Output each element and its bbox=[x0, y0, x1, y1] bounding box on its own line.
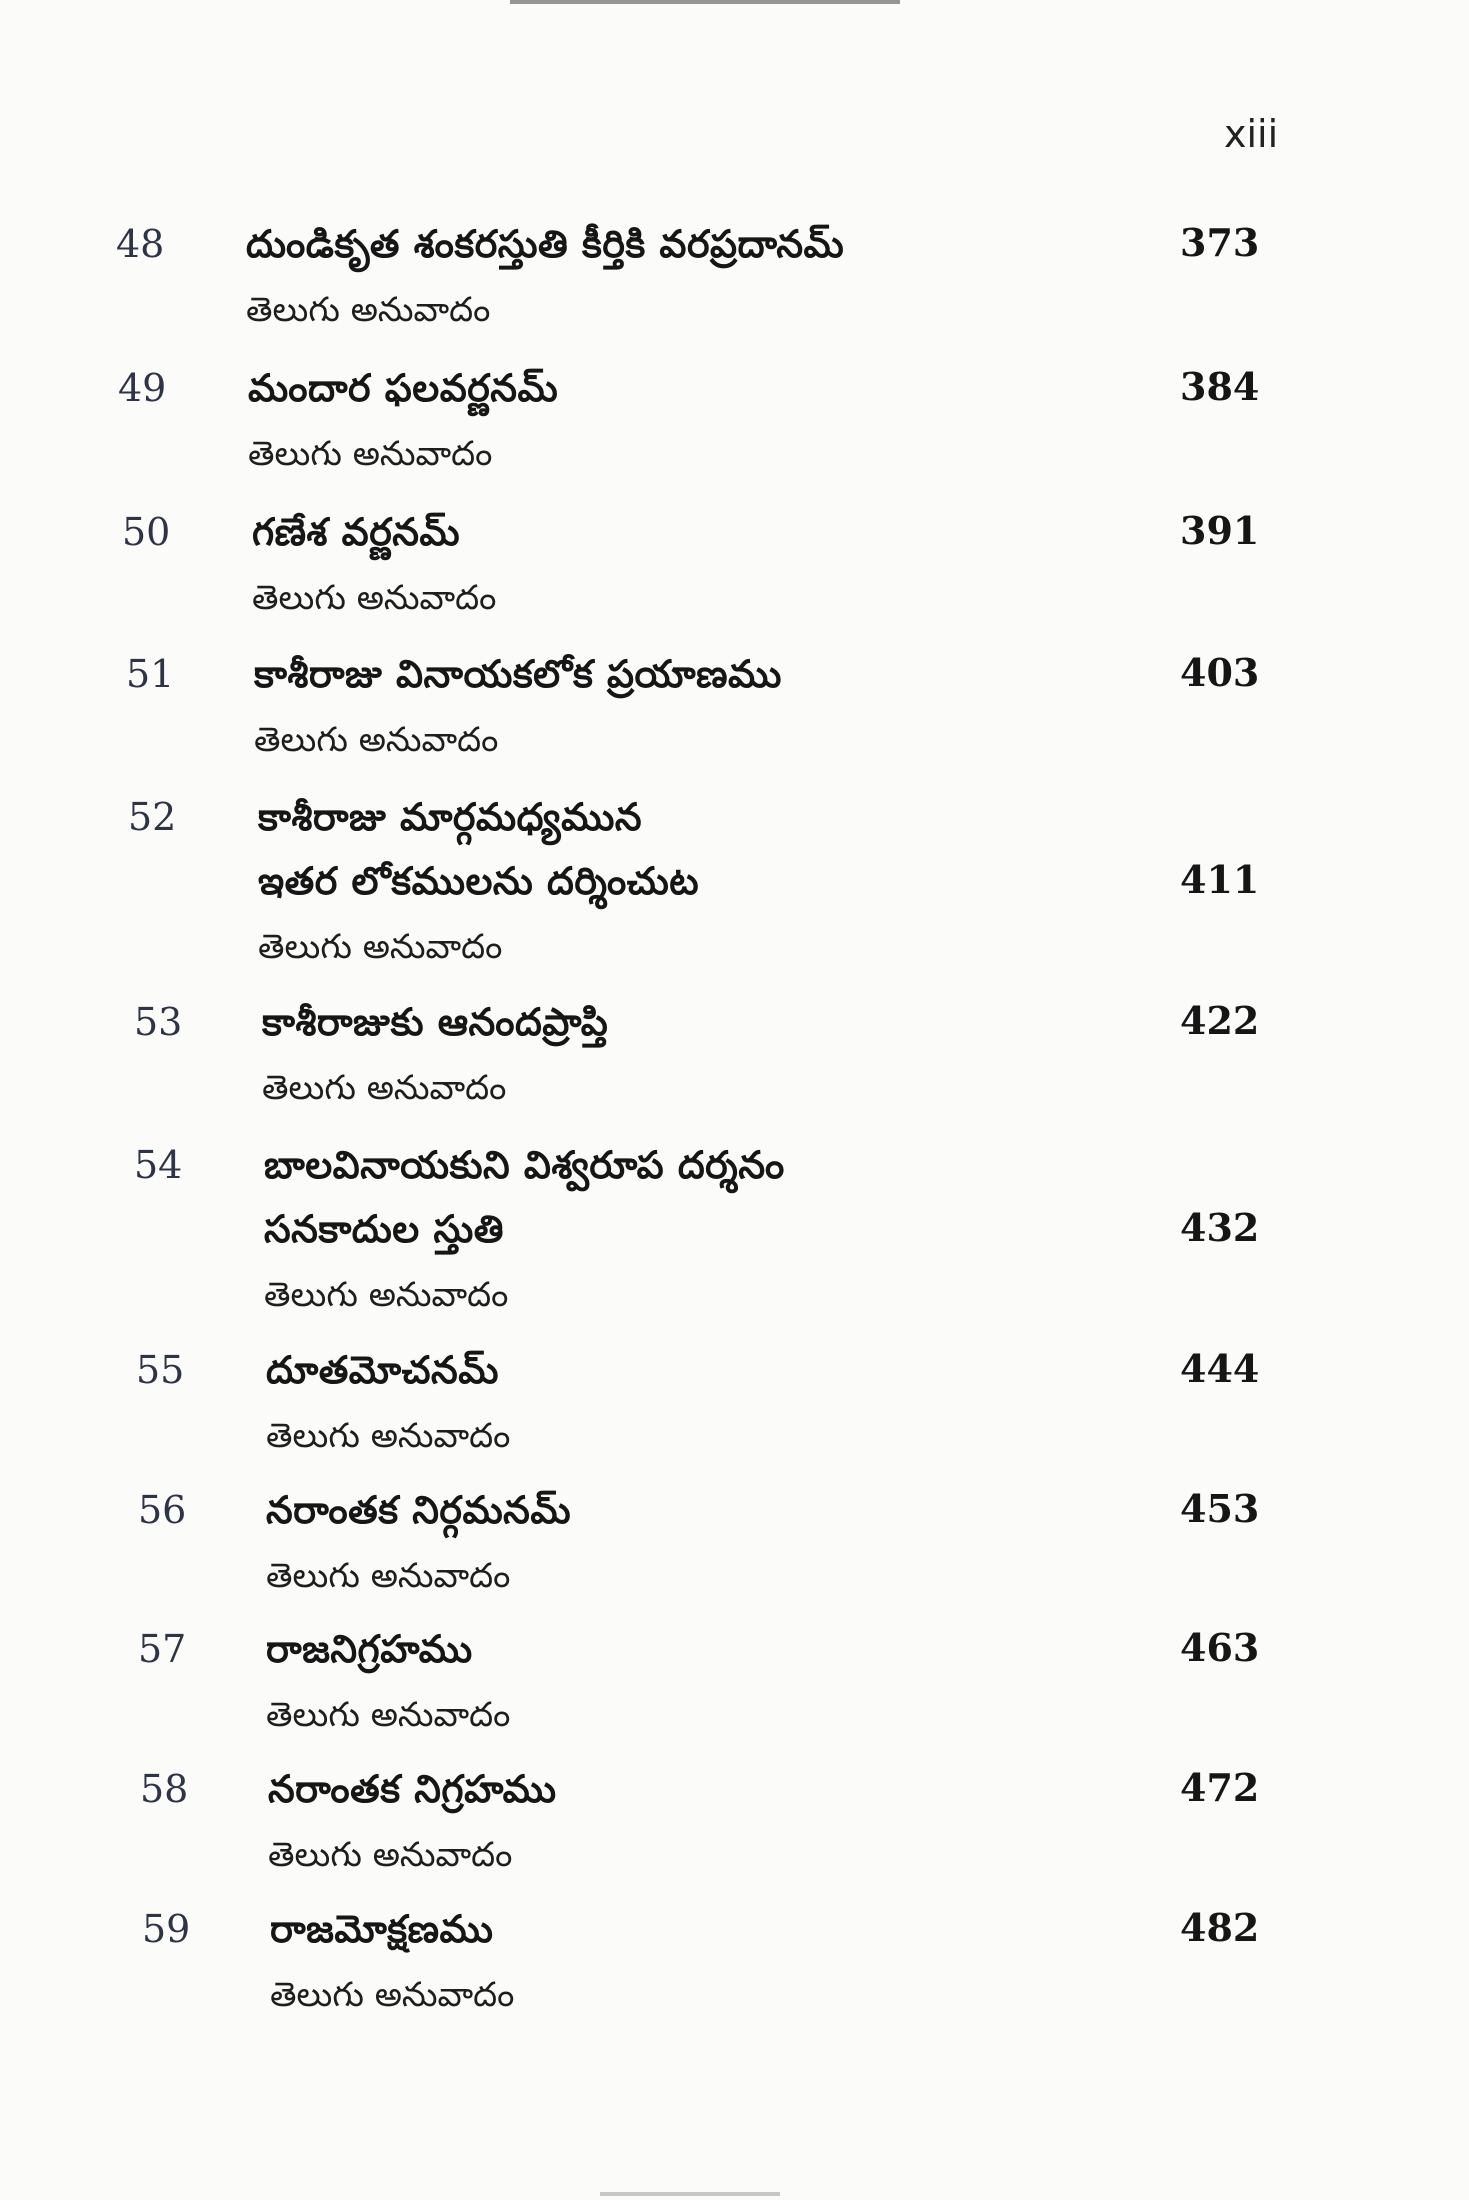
page-number: xiii bbox=[1224, 112, 1279, 156]
chapter-title: కాశీరాజు మార్గమధ్యమున bbox=[258, 795, 643, 839]
chapter-subtitle: తెలుగు అనువాదం bbox=[248, 434, 493, 474]
chapter-subtitle: తెలుగు అనువాదం bbox=[270, 1975, 515, 2015]
chapter-page-number: 373 bbox=[1180, 220, 1260, 265]
chapter-number: 56 bbox=[138, 1488, 187, 1532]
chapter-number: 58 bbox=[140, 1767, 189, 1811]
chapter-number: 53 bbox=[134, 1000, 183, 1044]
chapter-page-number: 482 bbox=[1180, 1905, 1260, 1950]
chapter-title: నరాంతక నిర్గమనమ్ bbox=[266, 1488, 572, 1532]
chapter-number: 59 bbox=[142, 1907, 191, 1951]
chapter-subtitle: తెలుగు అనువాదం bbox=[264, 1275, 509, 1315]
chapter-title: నరాంతక నిగ్రహము bbox=[268, 1767, 557, 1811]
chapter-subtitle: తెలుగు అనువాదం bbox=[266, 1556, 511, 1596]
chapter-page-number: 411 bbox=[1180, 857, 1260, 902]
chapter-title: రాజమోక్షణము bbox=[270, 1907, 494, 1951]
chapter-subtitle: తెలుగు అనువాదం bbox=[262, 1068, 507, 1108]
chapter-page-number: 453 bbox=[1180, 1486, 1260, 1531]
chapter-subtitle: తెలుగు అనువాదం bbox=[266, 1416, 511, 1456]
chapter-subtitle: తెలుగు అనువాదం bbox=[254, 720, 499, 760]
chapter-subtitle: తెలుగు అనువాదం bbox=[268, 1835, 513, 1875]
chapter-subtitle: తెలుగు అనువాదం bbox=[266, 1695, 511, 1735]
chapter-title: దుండికృత శంకరస్తుతి కీర్తికి వరప్రదానమ్ bbox=[246, 222, 845, 266]
chapter-number: 55 bbox=[136, 1348, 185, 1392]
chapter-title: కాశీరాజు వినాయకలోక ప్రయాణము bbox=[254, 652, 782, 696]
chapter-subtitle: తెలుగు అనువాదం bbox=[252, 578, 497, 618]
chapter-page-number: 444 bbox=[1180, 1346, 1260, 1391]
chapter-page-number: 391 bbox=[1180, 508, 1260, 553]
chapter-number: 57 bbox=[138, 1627, 187, 1671]
chapter-title: మందార ఫలవర్ణనమ్ bbox=[248, 366, 559, 410]
chapter-number: 50 bbox=[122, 510, 171, 554]
chapter-page-number: 432 bbox=[1180, 1205, 1260, 1250]
chapter-page-number: 403 bbox=[1180, 650, 1260, 695]
chapter-number: 52 bbox=[128, 795, 177, 839]
chapter-title: బాలవినాయకుని విశ్వరూప దర్శనం bbox=[264, 1143, 785, 1187]
chapter-number: 48 bbox=[116, 222, 165, 266]
chapter-subtitle: తెలుగు అనువాదం bbox=[258, 927, 503, 967]
chapter-page-number: 384 bbox=[1180, 364, 1260, 409]
chapter-number: 51 bbox=[126, 652, 175, 696]
chapter-number: 49 bbox=[118, 366, 167, 410]
chapter-page-number: 463 bbox=[1180, 1625, 1260, 1670]
chapter-number: 54 bbox=[134, 1143, 183, 1187]
chapter-title: దూతమోచనమ్ bbox=[266, 1348, 499, 1392]
chapter-title: ఇతర లోకములను దర్శించుట bbox=[258, 859, 700, 903]
bottom-edge-shadow bbox=[600, 2192, 780, 2196]
chapter-title: సనకాదుల స్తుతి bbox=[264, 1207, 504, 1251]
chapter-title: రాజనిగ్రహము bbox=[266, 1627, 473, 1671]
chapter-page-number: 422 bbox=[1180, 998, 1260, 1043]
chapter-page-number: 472 bbox=[1180, 1765, 1260, 1810]
chapter-title: గణేశ వర్ణనమ్ bbox=[252, 510, 461, 554]
chapter-subtitle: తెలుగు అనువాదం bbox=[246, 290, 491, 330]
chapter-title: కాశీరాజుకు ఆనందప్రాప్తి bbox=[262, 1000, 609, 1044]
